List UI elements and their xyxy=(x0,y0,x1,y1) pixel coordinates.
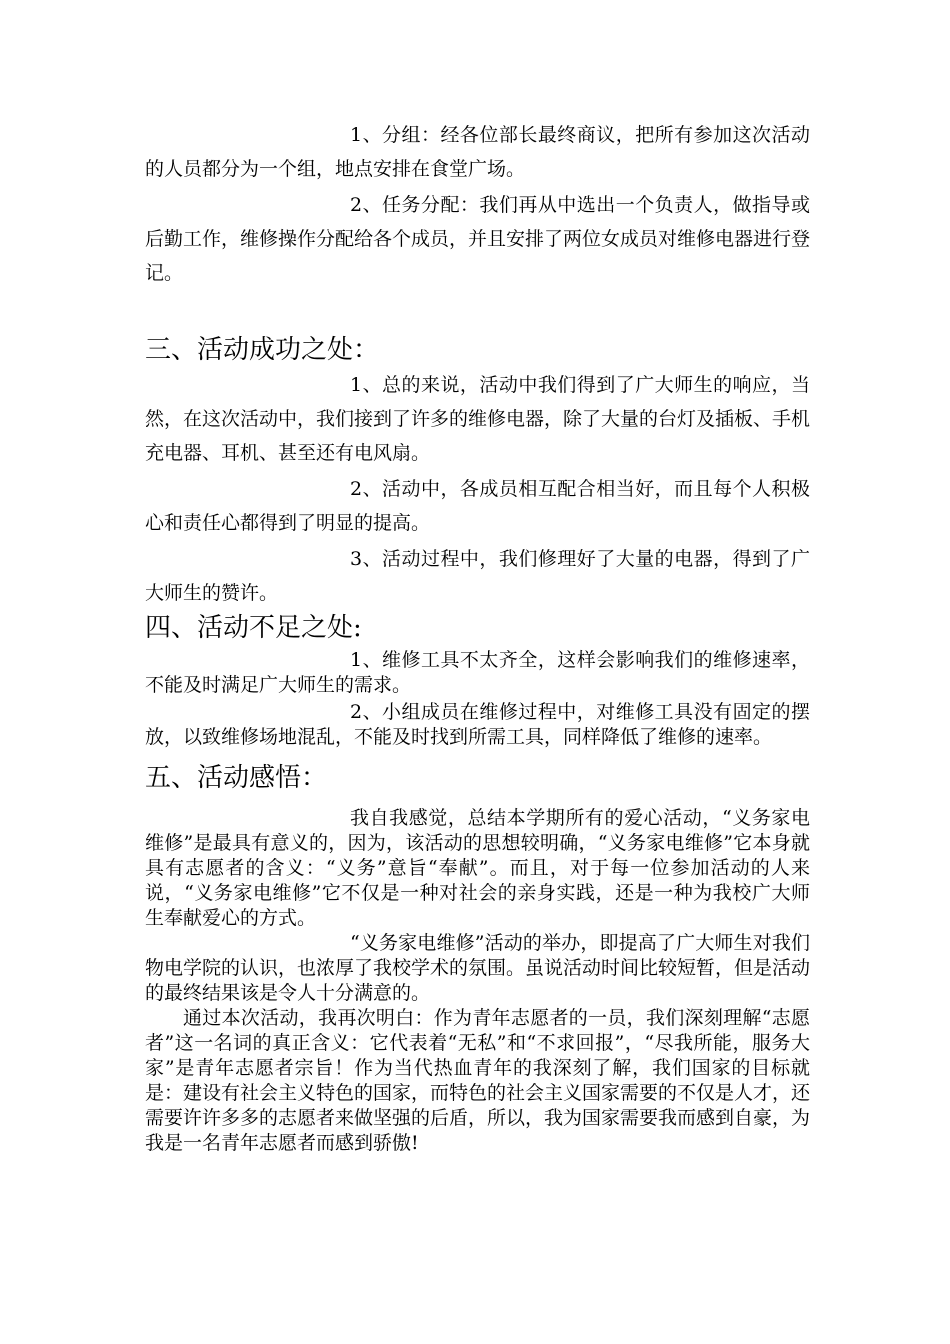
document-body xyxy=(145,118,810,1156)
paragraph-success-3: 3、活动过程中，我们修理好了大量的电器，得到了广大师生的赞许。 xyxy=(145,548,810,604)
paragraph-reflection-3: 通过本次活动，我再次明白：作为青年志愿者的一员，我们深刻理解“志愿者”这一名词的真正含义：它代表着“无私”和“不求回报”，“尽我所能，服务大家”是青年志愿者宗旨！作为当代热血青年的我深刻了解，我们国家的目标就是：建设有社会主义特色的国家，而特色的社会主义国家需要的不仅是人才，还需要许许多多的志愿者来做坚强的后盾，所以，我为国家需要我而感到自豪，为我是一名青年志愿者而感到骄傲! xyxy=(145,1007,811,1154)
paragraph-shortcoming-2: 2、小组成员在维修过程中，对维修工具没有固定的摆放，以致维修场地混乱，不能及时找到所需工具，同样降低了维修的速率。 xyxy=(145,701,810,748)
heading-reflections: 五、活动感悟： xyxy=(145,763,328,793)
paragraph-success-2: 2、活动中，各成员相互配合相当好，而且每个人积极心和责任心都得到了明显的提高。 xyxy=(145,478,810,534)
paragraph-task-assignment: 2、任务分配：我们再从中选出一个负责人，做指导或后勤工作，维修操作分配给各个成员，并且安排了两位女成员对维修电器进行登记。 xyxy=(145,194,811,284)
paragraph-grouping: 1、分组：经各位部长最终商议，把所有参加这次活动的人员都分为一个组，地点安排在食堂广场。 xyxy=(145,124,810,180)
heading-success: 三、活动成功之处： xyxy=(145,335,380,365)
paragraph-success-1: 1、总的来说，活动中我们得到了广大师生的响应，当然，在这次活动中，我们接到了许多的维修电器，除了大量的台灯及插板、手机充电器、耳机、甚至还有电风扇。 xyxy=(145,374,811,464)
paragraph-shortcoming-1: 1、维修工具不太齐全，这样会影响我们的维修速率，不能及时满足广大师生的需求。 xyxy=(145,649,810,696)
heading-shortcomings: 四、活动不足之处: xyxy=(145,613,362,643)
paragraph-reflection-2: “义务家电维修”活动的举办，即提高了广大师生对我们物电学院的认识，也浓厚了我校学术的氛围。虽说活动时间比较短暂，但是活动的最终结果该是令人十分满意的。 xyxy=(145,932,811,1004)
paragraph-reflection-1: 我自我感觉，总结本学期所有的爱心活动，“义务家电维修”是最具有意义的，因为，该活动的思想较明确，“义务家电维修”它本身就具有志愿者的含义：“义务”意旨“奉献”。而且，对于每一位参加活动的人来说，“义务家电维修”它不仅是一种对社会的亲身实践，还是一种为我校广大师生奉献爱心的方式。 xyxy=(145,807,810,929)
